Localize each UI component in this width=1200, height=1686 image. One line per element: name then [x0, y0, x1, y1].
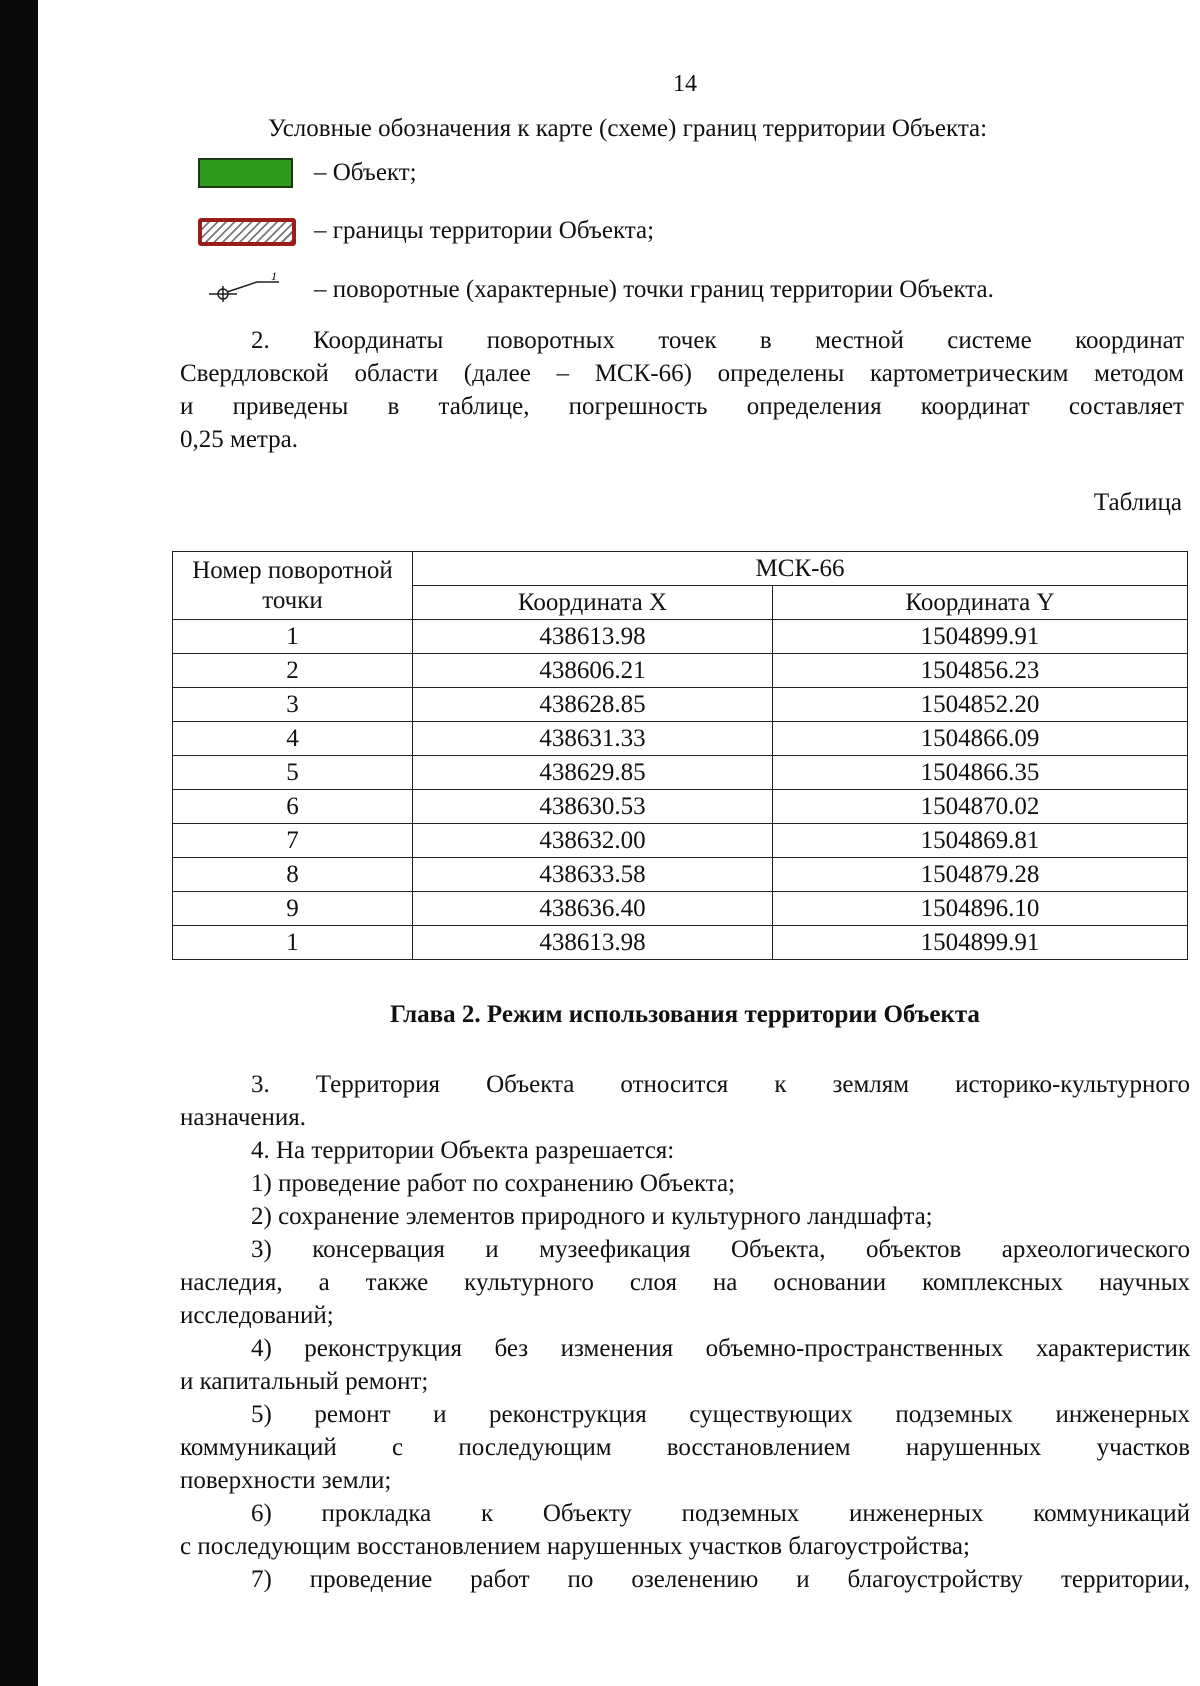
coordinates-table	[172, 551, 1188, 960]
table-row	[173, 824, 1188, 858]
cell-coordinate-x: 438613.98	[413, 926, 773, 960]
cell-point-number: 1	[173, 620, 413, 654]
paragraph-2-line: Свердловской области (далее – МСК-66) определены картометрическим методом	[180, 360, 1184, 387]
cell-point-number: 8	[173, 858, 413, 892]
territory-border-icon	[198, 218, 296, 246]
cell-coordinate-x: 438628.85	[413, 688, 773, 722]
cell-point-number: 7	[173, 824, 413, 858]
legend-item-border: – границы территории Объекта;	[314, 217, 655, 244]
header-coordinate-system: МСК-66	[413, 552, 1188, 586]
cell-coordinate-x: 438636.40	[413, 892, 773, 926]
cell-coordinate-x: 438630.53	[413, 790, 773, 824]
legend-title: Условные обозначения к карте (схеме) границ территории Объекта:	[268, 115, 988, 142]
list-item-4-line: 4) реконструкция без изменения объемно-пространственных характеристик	[251, 1335, 1190, 1362]
table-row	[173, 654, 1188, 688]
cell-point-number: 1	[173, 926, 413, 960]
paragraph-2-line: 2. Координаты поворотных точек в местной системе координат	[251, 327, 1184, 354]
cell-point-number: 9	[173, 892, 413, 926]
cell-coordinate-y: 1504866.09	[773, 722, 1188, 756]
list-item-3-line: наследия, а также культурного слоя на основании комплексных научных	[180, 1269, 1190, 1296]
table-row	[173, 620, 1188, 654]
table-row	[173, 926, 1188, 960]
list-item-7-line: 7) проведение работ по озеленению и благоустройству территории,	[251, 1566, 1190, 1593]
table-row	[173, 756, 1188, 790]
object-area-icon	[198, 158, 293, 188]
list-item-3-line: 3) консервация и музеефикация Объекта, объектов археологического	[251, 1236, 1190, 1263]
list-item-4-line: и капитальный ремонт;	[180, 1368, 429, 1395]
header-coordinate-x: Координата X	[413, 586, 773, 620]
paragraph-2-line: 0,25 метра.	[180, 426, 298, 453]
paragraph-2	[180, 324, 1184, 456]
header-coordinate-y: Координата Y	[773, 586, 1188, 620]
cell-coordinate-y: 1504869.81	[773, 824, 1188, 858]
scan-edge	[0, 0, 38, 1686]
cell-coordinate-y: 1504879.28	[773, 858, 1188, 892]
legend-item-object: – Объект;	[314, 159, 417, 186]
legend-item-point: – поворотные (характерные) точки границ территории Объекта.	[314, 276, 994, 303]
body-text	[180, 1068, 1190, 1596]
cell-coordinate-y: 1504856.23	[773, 654, 1188, 688]
cell-coordinate-x: 438633.58	[413, 858, 773, 892]
cell-coordinate-y: 1504896.10	[773, 892, 1188, 926]
cell-coordinate-y: 1504899.91	[773, 926, 1188, 960]
list-item-6-line: с последующим восстановлением нарушенных участков благоустройства;	[180, 1533, 970, 1560]
table-row	[173, 688, 1188, 722]
cell-coordinate-x: 438631.33	[413, 722, 773, 756]
table-row	[173, 892, 1188, 926]
turning-point-icon	[205, 272, 285, 308]
table-row	[173, 858, 1188, 892]
cell-point-number: 4	[173, 722, 413, 756]
list-item-5-line: 5) ремонт и реконструкция существующих подземных инженерных	[251, 1401, 1190, 1428]
cell-coordinate-y: 1504866.35	[773, 756, 1188, 790]
table-header-row	[173, 552, 1188, 586]
paragraph-3-line: 3. Территория Объекта относится к землям историко-культурного	[251, 1071, 1190, 1098]
paragraph-4: 4. На территории Объекта разрешается:	[251, 1137, 675, 1164]
table-row	[173, 790, 1188, 824]
cell-coordinate-x: 438629.85	[413, 756, 773, 790]
list-item-2: 2) сохранение элементов природного и культурного ландшафта;	[251, 1203, 933, 1230]
cell-coordinate-x: 438632.00	[413, 824, 773, 858]
list-item-5-line: коммуникаций с последующим восстановлением нарушенных участков	[180, 1434, 1190, 1461]
list-item-6-line: 6) прокладка к Объекту подземных инженерных коммуникаций	[251, 1500, 1190, 1527]
cell-coordinate-y: 1504852.20	[773, 688, 1188, 722]
cell-coordinate-x: 438613.98	[413, 620, 773, 654]
cell-point-number: 3	[173, 688, 413, 722]
list-item-1: 1) проведение работ по сохранению Объекта;	[251, 1170, 736, 1197]
header-point-number: Номер поворотной точки	[173, 552, 413, 620]
cell-point-number: 5	[173, 756, 413, 790]
turning-point-icon-label: 1	[271, 272, 277, 283]
cell-coordinate-x: 438606.21	[413, 654, 773, 688]
table-row	[173, 722, 1188, 756]
list-item-5-line: поверхности земли;	[180, 1467, 392, 1494]
paragraph-2-line: и приведены в таблице, погрешность определения координат составляет	[180, 393, 1184, 420]
cell-coordinate-y: 1504899.91	[773, 620, 1188, 654]
cell-coordinate-y: 1504870.02	[773, 790, 1188, 824]
page-number: 14	[673, 71, 697, 97]
cell-point-number: 2	[173, 654, 413, 688]
chapter-title: Глава 2. Режим использования территории Объекта	[390, 1001, 980, 1028]
table-caption: Таблица	[1093, 489, 1182, 516]
paragraph-3-line: назначения.	[180, 1104, 307, 1131]
list-item-3-line: исследований;	[180, 1302, 334, 1329]
cell-point-number: 6	[173, 790, 413, 824]
